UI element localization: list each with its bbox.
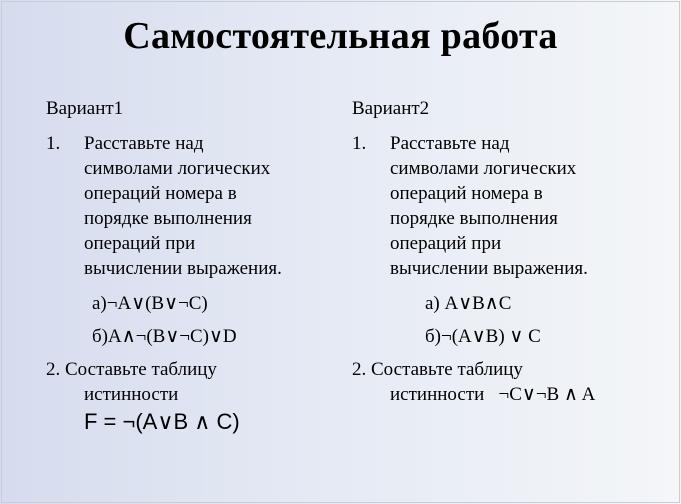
- variant1-task1-number: 1.: [46, 133, 61, 154]
- variant2-label: Вариант2: [352, 98, 430, 119]
- variant1-expression-b: б)A∧¬(B∨¬C)∨D: [92, 326, 237, 347]
- variant2-task1-text: Расставьте над символами логических операций номера в порядке выполнения операций при вычислении выражения.: [390, 133, 588, 279]
- variant2-expressions: [352, 291, 652, 349]
- variant2-task1: [352, 131, 652, 281]
- variant1-task2-line1: 2. Составьте таблицу: [46, 359, 217, 380]
- slide-title: Самостоятельная работа: [123, 15, 558, 57]
- variant2-column: [352, 96, 652, 407]
- variant1-formula: F = ¬(A∨B ∧ C): [84, 409, 240, 434]
- variant1-column: [46, 96, 346, 437]
- variant1-expressions: [46, 291, 346, 349]
- variant2-task2-line2: истинности ¬C∨¬B ∧ A: [390, 384, 596, 405]
- variant2-task1-number: 1.: [352, 133, 367, 154]
- variant2-task2: [352, 357, 652, 407]
- variant2-task2-line1: 2. Составьте таблицу: [352, 359, 523, 380]
- variant1-task1: [46, 131, 346, 281]
- variant1-label: Вариант1: [46, 98, 124, 119]
- variant1-task1-text: Расставьте над символами логических операций номера в порядке выполнения операций при вычислении выражения.: [84, 133, 282, 279]
- variant1-task2-line2: истинности: [84, 384, 179, 405]
- variant2-expression-a: а) A∨B∧C: [425, 293, 512, 314]
- variant1-task2: [46, 357, 346, 437]
- variant1-expression-a: а)¬A∨(B∨¬C): [92, 293, 208, 314]
- variant2-expression-b: б)¬(A∨B) ∨ C: [425, 326, 541, 347]
